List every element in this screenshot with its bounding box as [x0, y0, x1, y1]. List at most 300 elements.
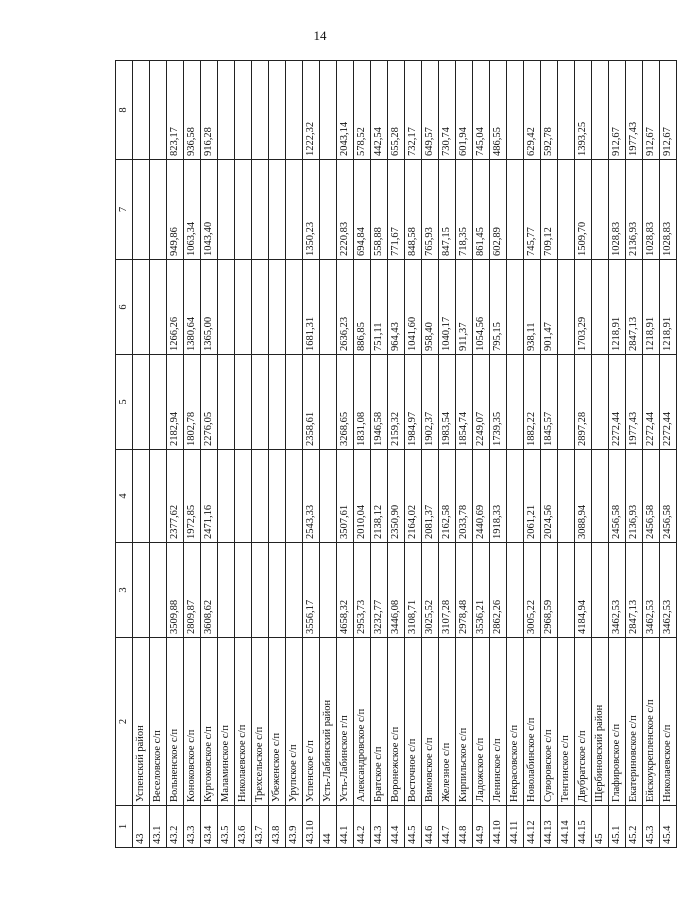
value-cell: 629,42 [524, 61, 541, 160]
value-cell: 1218,91 [660, 260, 677, 355]
value-cell [133, 160, 150, 260]
row-name-cell: Некрасовское с/п [507, 638, 524, 806]
column-header: 8 [116, 61, 133, 160]
table-row [269, 61, 286, 848]
value-cell: 2358,61 [303, 355, 320, 450]
value-cell: 795,15 [490, 260, 507, 355]
table-row [150, 61, 167, 848]
row-code-cell: 44.4 [388, 806, 405, 848]
table-header-row [116, 61, 133, 848]
row-name-cell: Екатериновское с/п [626, 638, 643, 806]
table-row [201, 61, 218, 848]
value-cell: 2847,13 [626, 260, 643, 355]
value-cell: 2249,07 [473, 355, 490, 450]
row-code-cell: 43 [133, 806, 150, 848]
value-cell [592, 450, 609, 543]
rotated-table-container [115, 61, 673, 848]
value-cell: 655,28 [388, 61, 405, 160]
row-code-cell: 44.6 [422, 806, 439, 848]
table-row [609, 61, 626, 848]
value-cell: 1380,64 [184, 260, 201, 355]
value-cell [558, 61, 575, 160]
table-row [507, 61, 524, 848]
value-cell [286, 260, 303, 355]
value-cell: 1882,22 [524, 355, 541, 450]
value-cell [133, 61, 150, 160]
row-name-cell: Двубратское с/п [575, 638, 592, 806]
row-code-cell: 44.14 [558, 806, 575, 848]
table-row [252, 61, 269, 848]
value-cell [269, 61, 286, 160]
value-cell [150, 160, 167, 260]
row-name-cell: Коноковское с/п [184, 638, 201, 806]
value-cell: 2636,23 [337, 260, 354, 355]
value-cell: 1946,58 [371, 355, 388, 450]
value-cell [507, 260, 524, 355]
value-cell [252, 543, 269, 638]
value-cell: 4658,32 [337, 543, 354, 638]
row-code-cell: 44.13 [541, 806, 558, 848]
row-code-cell: 45.2 [626, 806, 643, 848]
row-name-cell: Успенский район [133, 638, 150, 806]
column-header: 2 [116, 638, 133, 806]
value-cell [269, 260, 286, 355]
value-cell [150, 260, 167, 355]
table-row [558, 61, 575, 848]
value-cell: 442,54 [371, 61, 388, 160]
value-cell [235, 355, 252, 450]
value-cell [235, 450, 252, 543]
value-cell [150, 355, 167, 450]
value-cell: 2440,69 [473, 450, 490, 543]
table-row [354, 61, 371, 848]
value-cell [286, 61, 303, 160]
value-cell: 2456,58 [660, 450, 677, 543]
value-cell [218, 543, 235, 638]
value-cell: 2953,73 [354, 543, 371, 638]
row-code-cell: 43.8 [269, 806, 286, 848]
row-code-cell: 44.12 [524, 806, 541, 848]
value-cell [218, 260, 235, 355]
row-name-cell: Вольненское с/п [167, 638, 184, 806]
value-cell: 3268,65 [337, 355, 354, 450]
value-cell: 601,94 [456, 61, 473, 160]
value-cell: 3556,17 [303, 543, 320, 638]
row-name-cell: Трехсельское с/п [252, 638, 269, 806]
value-cell: 2061,21 [524, 450, 541, 543]
value-cell: 2862,26 [490, 543, 507, 638]
value-cell [133, 450, 150, 543]
value-cell: 936,58 [184, 61, 201, 160]
data-table [115, 60, 677, 848]
row-name-cell: Маламинское с/п [218, 638, 235, 806]
value-cell [286, 543, 303, 638]
value-cell: 2043,14 [337, 61, 354, 160]
table-row [337, 61, 354, 848]
table-row [303, 61, 320, 848]
row-code-cell: 44.7 [439, 806, 456, 848]
value-cell: 886,85 [354, 260, 371, 355]
row-code-cell: 43.4 [201, 806, 218, 848]
value-cell: 1977,43 [626, 61, 643, 160]
row-code-cell: 44.5 [405, 806, 422, 848]
value-cell [592, 543, 609, 638]
value-cell: 578,52 [354, 61, 371, 160]
value-cell [133, 260, 150, 355]
row-code-cell: 44.8 [456, 806, 473, 848]
value-cell: 1266,26 [167, 260, 184, 355]
row-name-cell: Щербиновский район [592, 638, 609, 806]
value-cell [320, 543, 337, 638]
row-code-cell: 43.9 [286, 806, 303, 848]
value-cell: 1831,08 [354, 355, 371, 450]
value-cell: 1041,60 [405, 260, 422, 355]
table-row [133, 61, 150, 848]
value-cell: 558,88 [371, 160, 388, 260]
value-cell [252, 160, 269, 260]
value-cell: 3608,62 [201, 543, 218, 638]
column-header: 1 [116, 806, 133, 848]
value-cell [320, 355, 337, 450]
value-cell: 1977,43 [626, 355, 643, 450]
value-cell [286, 160, 303, 260]
row-name-cell: Вимовское с/п [422, 638, 439, 806]
value-cell [507, 543, 524, 638]
table-row [388, 61, 405, 848]
value-cell [286, 450, 303, 543]
value-cell [269, 450, 286, 543]
column-header: 6 [116, 260, 133, 355]
row-code-cell: 43.2 [167, 806, 184, 848]
value-cell: 1063,34 [184, 160, 201, 260]
value-cell: 1028,83 [660, 160, 677, 260]
value-cell [218, 61, 235, 160]
value-cell: 1845,57 [541, 355, 558, 450]
value-cell: 949,86 [167, 160, 184, 260]
row-name-cell: Глафировское с/п [609, 638, 626, 806]
value-cell: 964,43 [388, 260, 405, 355]
value-cell: 1918,33 [490, 450, 507, 543]
value-cell: 2543,33 [303, 450, 320, 543]
value-cell: 2138,12 [371, 450, 388, 543]
value-cell [150, 543, 167, 638]
table-row [167, 61, 184, 848]
value-cell: 2471,16 [201, 450, 218, 543]
table-row [405, 61, 422, 848]
value-cell: 2081,37 [422, 450, 439, 543]
value-cell: 1028,83 [609, 160, 626, 260]
value-cell: 2276,05 [201, 355, 218, 450]
table-row [320, 61, 337, 848]
value-cell [507, 160, 524, 260]
value-cell: 916,28 [201, 61, 218, 160]
value-cell [592, 260, 609, 355]
row-name-cell: Суворовское с/п [541, 638, 558, 806]
row-code-cell: 44.15 [575, 806, 592, 848]
value-cell [218, 160, 235, 260]
table-row [184, 61, 201, 848]
row-code-cell: 44.2 [354, 806, 371, 848]
value-cell: 1739,35 [490, 355, 507, 450]
value-cell: 1350,23 [303, 160, 320, 260]
table-row [371, 61, 388, 848]
value-cell: 912,67 [660, 61, 677, 160]
row-name-cell: Веселовское с/п [150, 638, 167, 806]
value-cell: 1040,17 [439, 260, 456, 355]
value-cell: 1218,91 [643, 260, 660, 355]
value-cell: 2162,58 [439, 450, 456, 543]
value-cell: 847,15 [439, 160, 456, 260]
value-cell: 1028,83 [643, 160, 660, 260]
value-cell: 732,17 [405, 61, 422, 160]
row-name-cell: Железное с/п [439, 638, 456, 806]
value-cell [507, 450, 524, 543]
value-cell: 771,67 [388, 160, 405, 260]
row-name-cell: Братское с/п [371, 638, 388, 806]
value-cell: 1681,31 [303, 260, 320, 355]
table-row [575, 61, 592, 848]
value-cell: 3462,53 [660, 543, 677, 638]
table-row [643, 61, 660, 848]
value-cell: 2847,13 [626, 543, 643, 638]
table-row [541, 61, 558, 848]
value-cell: 2159,32 [388, 355, 405, 450]
value-cell: 2033,78 [456, 450, 473, 543]
row-name-cell: Урупское с/п [286, 638, 303, 806]
table-row [626, 61, 643, 848]
value-cell [320, 450, 337, 543]
value-cell: 2809,87 [184, 543, 201, 638]
value-cell: 1984,97 [405, 355, 422, 450]
value-cell: 3507,61 [337, 450, 354, 543]
value-cell [286, 355, 303, 450]
row-name-cell: Кургоковское с/п [201, 638, 218, 806]
row-code-cell: 43.7 [252, 806, 269, 848]
value-cell: 901,47 [541, 260, 558, 355]
value-cell: 1054,56 [473, 260, 490, 355]
value-cell: 2024,56 [541, 450, 558, 543]
table-row [456, 61, 473, 848]
value-cell: 912,67 [609, 61, 626, 160]
value-cell [592, 61, 609, 160]
value-cell: 2272,44 [660, 355, 677, 450]
value-cell: 3536,21 [473, 543, 490, 638]
value-cell: 3446,08 [388, 543, 405, 638]
value-cell: 3088,94 [575, 450, 592, 543]
value-cell: 709,12 [541, 160, 558, 260]
row-code-cell: 44.3 [371, 806, 388, 848]
value-cell [592, 355, 609, 450]
value-cell [269, 543, 286, 638]
value-cell: 3509,88 [167, 543, 184, 638]
value-cell: 3005,22 [524, 543, 541, 638]
value-cell [252, 61, 269, 160]
value-cell: 1972,85 [184, 450, 201, 543]
value-cell: 649,57 [422, 61, 439, 160]
value-cell: 1802,78 [184, 355, 201, 450]
row-name-cell: Николаевское с/п [660, 638, 677, 806]
row-name-cell: Тенгинское с/п [558, 638, 575, 806]
value-cell: 1902,37 [422, 355, 439, 450]
value-cell [269, 355, 286, 450]
value-cell: 2272,44 [609, 355, 626, 450]
value-cell: 1854,74 [456, 355, 473, 450]
value-cell [150, 450, 167, 543]
value-cell [235, 260, 252, 355]
table-row [524, 61, 541, 848]
value-cell: 745,77 [524, 160, 541, 260]
value-cell: 1365,00 [201, 260, 218, 355]
value-cell: 3462,53 [643, 543, 660, 638]
value-cell [558, 260, 575, 355]
value-cell: 2978,48 [456, 543, 473, 638]
value-cell [150, 61, 167, 160]
value-cell: 938,11 [524, 260, 541, 355]
value-cell: 2136,93 [626, 160, 643, 260]
value-cell: 2136,93 [626, 450, 643, 543]
row-code-cell: 43.10 [303, 806, 320, 848]
table-row [439, 61, 456, 848]
value-cell [218, 450, 235, 543]
value-cell [252, 355, 269, 450]
table-row [473, 61, 490, 848]
value-cell: 745,04 [473, 61, 490, 160]
row-code-cell: 45.3 [643, 806, 660, 848]
value-cell: 3462,53 [609, 543, 626, 638]
value-cell [133, 355, 150, 450]
value-cell: 2220,83 [337, 160, 354, 260]
row-code-cell: 45.1 [609, 806, 626, 848]
value-cell [320, 260, 337, 355]
value-cell: 1222,32 [303, 61, 320, 160]
value-cell [252, 260, 269, 355]
value-cell [218, 355, 235, 450]
column-header: 4 [116, 450, 133, 543]
value-cell: 751,11 [371, 260, 388, 355]
table-body [133, 61, 677, 848]
value-cell [235, 543, 252, 638]
row-code-cell: 44.9 [473, 806, 490, 848]
value-cell: 1703,29 [575, 260, 592, 355]
row-name-cell: Николаевское с/п [235, 638, 252, 806]
table-row [660, 61, 677, 848]
value-cell: 1509,70 [575, 160, 592, 260]
value-cell [558, 450, 575, 543]
row-code-cell: 43.1 [150, 806, 167, 848]
value-cell: 1393,25 [575, 61, 592, 160]
value-cell: 912,67 [643, 61, 660, 160]
value-cell [133, 543, 150, 638]
value-cell: 1043,40 [201, 160, 218, 260]
row-code-cell: 44.10 [490, 806, 507, 848]
row-code-cell: 44.11 [507, 806, 524, 848]
value-cell [320, 160, 337, 260]
value-cell: 2456,58 [609, 450, 626, 543]
value-cell [269, 160, 286, 260]
value-cell: 694,84 [354, 160, 371, 260]
value-cell: 2968,59 [541, 543, 558, 638]
value-cell: 2377,62 [167, 450, 184, 543]
value-cell: 602,89 [490, 160, 507, 260]
value-cell: 958,40 [422, 260, 439, 355]
column-header: 3 [116, 543, 133, 638]
row-name-cell: Усть-Лабинское г/п [337, 638, 354, 806]
row-name-cell: Успенское с/п [303, 638, 320, 806]
value-cell: 823,17 [167, 61, 184, 160]
value-cell [507, 355, 524, 450]
value-cell: 2010,04 [354, 450, 371, 543]
value-cell [558, 543, 575, 638]
value-cell [592, 160, 609, 260]
row-name-cell: Новолабинское с/п [524, 638, 541, 806]
value-cell [558, 160, 575, 260]
value-cell: 1983,54 [439, 355, 456, 450]
row-name-cell: Ейскоукрепленское с/п [643, 638, 660, 806]
value-cell: 861,45 [473, 160, 490, 260]
row-name-cell: Ладожское с/п [473, 638, 490, 806]
value-cell [235, 160, 252, 260]
value-cell [252, 450, 269, 543]
value-cell: 718,35 [456, 160, 473, 260]
value-cell [235, 61, 252, 160]
value-cell: 2350,90 [388, 450, 405, 543]
row-code-cell: 45.4 [660, 806, 677, 848]
value-cell: 4184,94 [575, 543, 592, 638]
column-header: 7 [116, 160, 133, 260]
row-name-cell: Усть-Лабинский район [320, 638, 337, 806]
value-cell: 2272,44 [643, 355, 660, 450]
value-cell: 3025,52 [422, 543, 439, 638]
page-number: 14 [313, 28, 327, 43]
row-code-cell: 45 [592, 806, 609, 848]
value-cell: 2164,02 [405, 450, 422, 543]
row-name-cell: Убеженское с/п [269, 638, 286, 806]
table-row [422, 61, 439, 848]
table-row [592, 61, 609, 848]
value-cell: 1218,91 [609, 260, 626, 355]
row-code-cell: 43.5 [218, 806, 235, 848]
row-code-cell: 44 [320, 806, 337, 848]
column-header: 5 [116, 355, 133, 450]
row-code-cell: 44.1 [337, 806, 354, 848]
table-row [286, 61, 303, 848]
value-cell: 911,37 [456, 260, 473, 355]
row-name-cell: Восточное с/п [405, 638, 422, 806]
row-code-cell: 43.6 [235, 806, 252, 848]
row-name-cell: Кирпильское с/п [456, 638, 473, 806]
value-cell: 2456,58 [643, 450, 660, 543]
value-cell: 3232,77 [371, 543, 388, 638]
value-cell [320, 61, 337, 160]
value-cell [558, 355, 575, 450]
value-cell [507, 61, 524, 160]
row-code-cell: 43.3 [184, 806, 201, 848]
row-name-cell: Ленинское с/п [490, 638, 507, 806]
value-cell: 765,93 [422, 160, 439, 260]
value-cell: 2182,94 [167, 355, 184, 450]
value-cell: 730,74 [439, 61, 456, 160]
value-cell: 486,55 [490, 61, 507, 160]
table-row [218, 61, 235, 848]
value-cell: 592,78 [541, 61, 558, 160]
value-cell: 3108,71 [405, 543, 422, 638]
value-cell: 3107,28 [439, 543, 456, 638]
row-name-cell: Воронежское с/п [388, 638, 405, 806]
row-name-cell: Александровское с/п [354, 638, 371, 806]
value-cell: 848,58 [405, 160, 422, 260]
value-cell: 2897,28 [575, 355, 592, 450]
table-row [490, 61, 507, 848]
